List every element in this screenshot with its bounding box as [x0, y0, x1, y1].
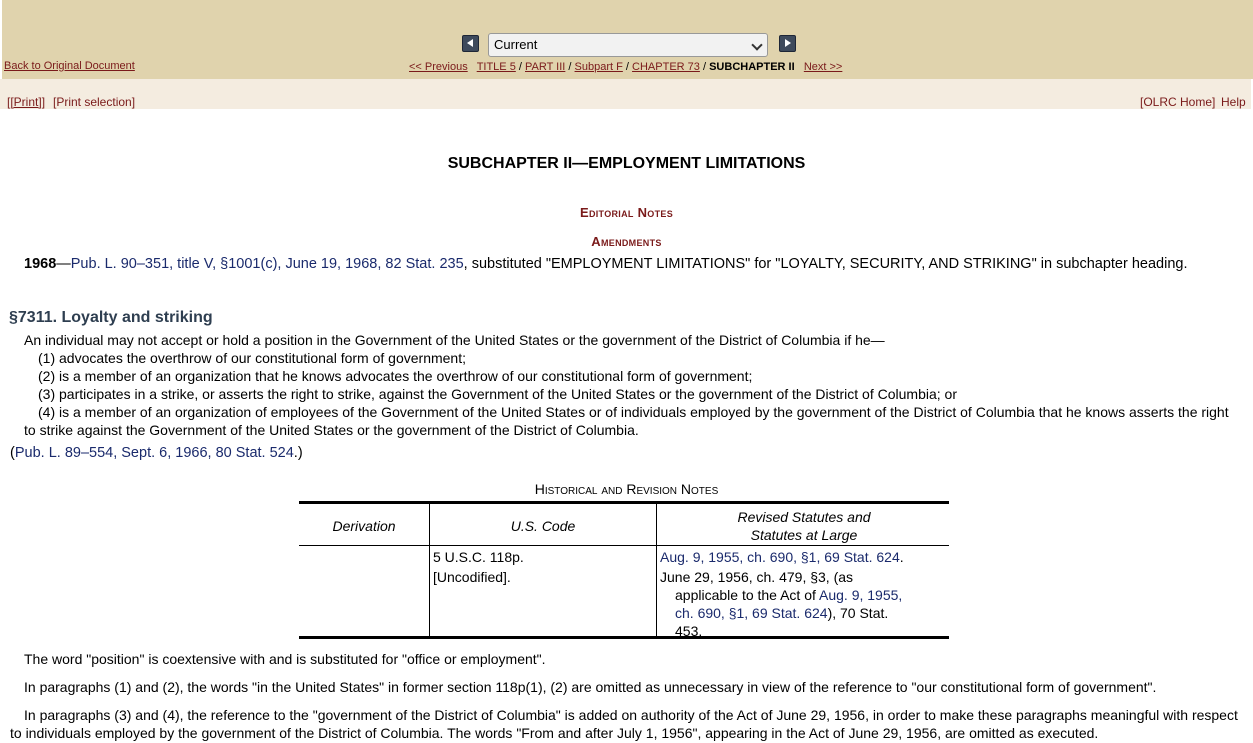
section-heading: §7311. Loyalty and striking — [9, 309, 213, 326]
olrc-home-link[interactable]: [OLRC Home] — [1140, 95, 1216, 109]
version-select[interactable] — [488, 33, 768, 57]
rs-cell-2-line-4: 453. — [675, 623, 703, 639]
rs-citation-link-2a[interactable]: Aug. 9, 1955, — [819, 587, 903, 603]
section-intro: An individual may not accept or hold a position in the Government of the United States or the government of the District of Columbia if he— — [24, 332, 885, 348]
section-item-3: (3) participates in a strike, or asserts the right to strike, against the Government of the United States or the government of the District of Columbia; or — [38, 386, 957, 402]
breadcrumb-separator: / — [568, 61, 572, 73]
note-paragraph-2: In paragraphs (1) and (2), the words "in the United States" in former section 118p(1), (2) are omitted as unnecessary in view of the reference to "our constitutional form of government". — [24, 679, 1157, 695]
note-paragraph-3: In paragraphs (3) and (4), the reference to the "government of the District of Columbia" is added on authority of the Act of June 29, 1956, in order to make these paragraphs meaningful with respect to individuals employed by the government of the District of Columbia. The words "From and after July 1, 1956", appearing in the Act of June 29, 1956, are omitted as executed. — [10, 707, 1238, 741]
source-close-paren: .) — [293, 445, 303, 461]
breadcrumb-title-link[interactable]: TITLE 5 — [476, 61, 516, 73]
amendments-heading: Amendments — [591, 234, 662, 249]
rs-cell-2-line-1: June 29, 1956, ch. 479, §3, (as — [660, 569, 854, 585]
previous-link[interactable]: << Previous — [409, 61, 468, 73]
print-link-text: [Print] — [10, 95, 42, 109]
section-item-4: (4) is a member of an organization of employees of the Government of the United States or of individuals employed by the government of the District of Columbia that he knows asserts the right to strike against the Government of the United States or the government of the District of Columbia. — [24, 404, 1229, 438]
rs-cell-2-text: applicable to the Act of — [675, 587, 819, 603]
header-us-code: U.S. Code — [510, 518, 576, 534]
amendment-year: 1968 — [24, 256, 57, 272]
rs-cell-2-line-2 — [675, 586, 902, 604]
editorial-notes-heading: Editorial Notes — [579, 205, 673, 220]
source-open-paren: ( — [10, 445, 15, 461]
chevron-down-icon — [751, 39, 762, 50]
amendment-citation-link[interactable]: Pub. L. 90–351, title V, §1001(c), June 19, 1968, 82 Stat. 235 — [70, 256, 464, 272]
table-divider — [656, 504, 657, 636]
toolbar — [0, 79, 1251, 109]
breadcrumb-subpart-link[interactable]: Subpart F — [574, 61, 623, 73]
header-revised-statutes: Revised Statutes and Statutes at Large — [737, 509, 871, 543]
usc-cell-1: 5 U.S.C. 118p. — [433, 549, 524, 565]
version-select-value: Current — [494, 37, 538, 52]
amendment-text: , substituted "EMPLOYMENT LIMITATIONS" for "LOYALTY, SECURITY, AND STRIKING" in subchapter heading. — [463, 256, 1188, 272]
historical-notes-heading: Historical and Revision Notes — [534, 481, 719, 497]
revision-notes-table — [299, 501, 949, 639]
table-header-rule — [299, 545, 949, 546]
breadcrumb-chapter-link[interactable]: CHAPTER 73 — [632, 61, 700, 73]
print-link[interactable]: [[Print]] — [7, 95, 46, 109]
next-arrow-icon[interactable] — [779, 35, 796, 52]
amendment-paragraph — [24, 255, 1187, 273]
top-nav-bar — [0, 0, 1253, 79]
breadcrumb-current: SUBCHAPTER II — [709, 61, 795, 73]
source-credit — [10, 444, 303, 462]
print-selection-link[interactable]: [Print selection] — [53, 95, 136, 109]
source-citation-link[interactable]: Pub. L. 89–554, Sept. 6, 1966, 80 Stat. 524 — [14, 445, 294, 461]
next-link[interactable]: Next >> — [803, 61, 843, 73]
breadcrumb — [409, 61, 842, 73]
rs-cell-1-end: . — [899, 549, 904, 565]
note-paragraph-1: The word "position" is coextensive with and is substituted for "office or employment". — [24, 651, 546, 667]
previous-arrow-icon[interactable] — [462, 35, 479, 52]
breadcrumb-part-link[interactable]: PART III — [525, 61, 566, 73]
breadcrumb-separator: / — [702, 61, 707, 73]
section-item-1: (1) advocates the overthrow of our constitutional form of government; — [38, 350, 466, 366]
rs-cell-2-text: ), 70 Stat. — [827, 605, 889, 621]
breadcrumb-separator: / — [518, 61, 522, 73]
rs-citation-link-1[interactable]: Aug. 9, 1955, ch. 690, §1, 69 Stat. 624 — [660, 549, 900, 565]
rs-cell-2-line-3 — [675, 604, 888, 622]
help-link[interactable]: Help — [1221, 95, 1246, 109]
back-to-original-link[interactable]: Back to Original Document — [4, 60, 135, 72]
rs-cell-1 — [660, 548, 904, 566]
breadcrumb-separator: / — [625, 61, 629, 73]
header-derivation: Derivation — [332, 518, 396, 534]
amendment-dash: — — [56, 256, 71, 272]
section-item-2: (2) is a member of an organization that he knows advocates the overthrow of our constitutional form of government; — [38, 368, 753, 384]
page-title: SUBCHAPTER II—EMPLOYMENT LIMITATIONS — [447, 155, 806, 172]
usc-cell-2: [Uncodified]. — [433, 569, 511, 585]
rs-citation-link-2b[interactable]: ch. 690, §1, 69 Stat. 624 — [675, 605, 828, 621]
